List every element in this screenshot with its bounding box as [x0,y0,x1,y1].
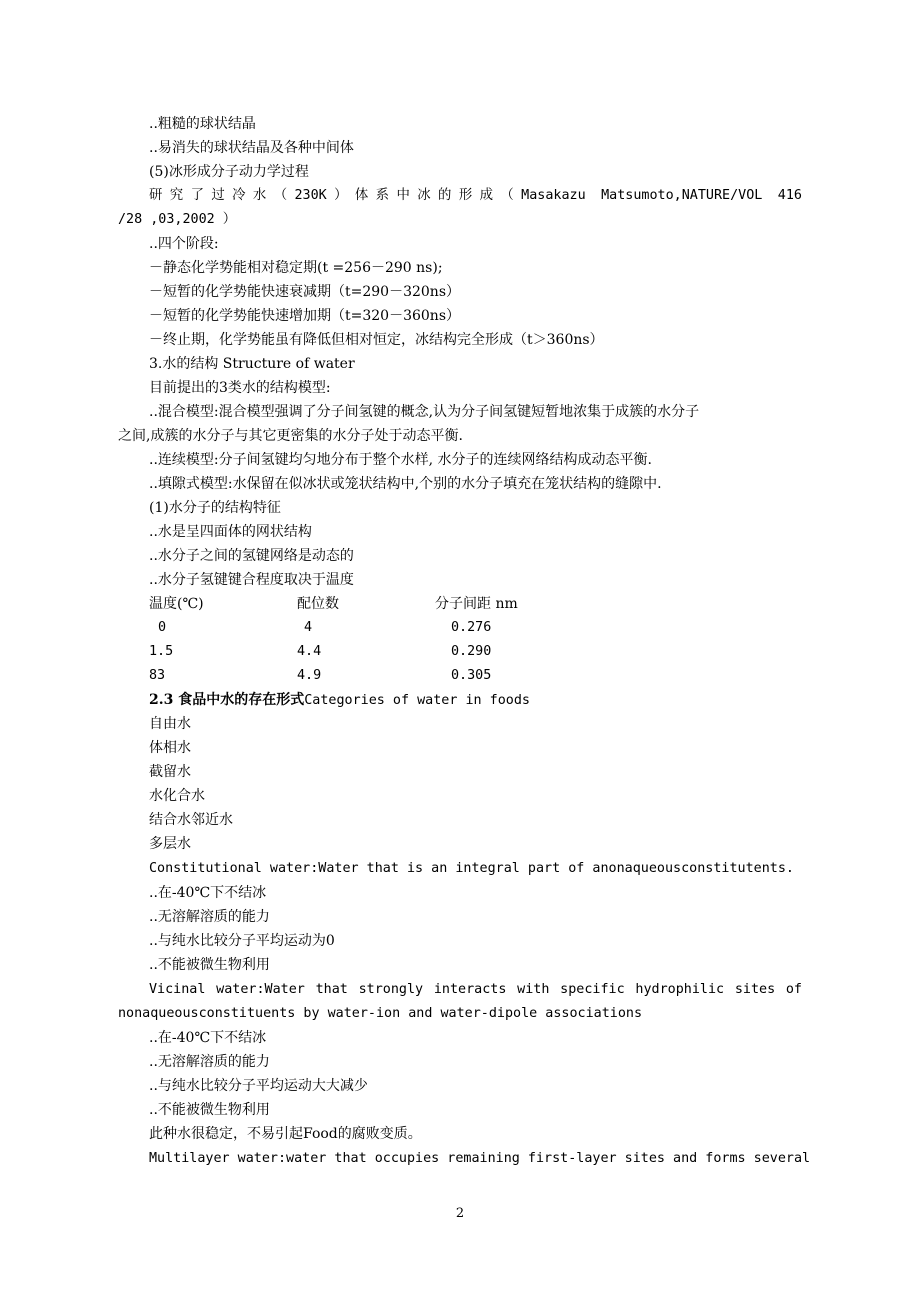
text-line: (1)水分子的结构特征 [149,500,281,516]
text-line: －短暂的化学势能快速衰减期（t=290－320ns） [149,284,460,300]
section-title: 2.3 食品中水的存在形式 [149,692,305,708]
text-line: ..连续模型:分子间氢键均匀地分布于整个水样, 水分子的连续网络结构成动态平衡. [149,452,652,468]
text-line: 多层水 [149,836,191,852]
text-line: ..无溶解溶质的能力 [149,909,270,925]
text-line: ..无溶解溶质的能力 [149,1054,270,1070]
table-cell: 1.5 [149,644,174,659]
text-line: －终止期，化学势能虽有降低但相对恒定，冰结构完全形成（t＞360ns） [149,332,604,348]
text-line: 自由水 [149,716,191,732]
text-line: ..水是呈四面体的网状结构 [149,524,312,540]
text-line: ..水分子之间的氢键网络是动态的 [149,548,354,564]
text-line: －静态化学势能相对稳定期(t =256－290 ns); [149,260,443,276]
table-cell: 83 [149,668,166,683]
text-line: 目前提出的3类水的结构模型: [149,380,331,396]
table-cell: 4.9 [297,668,322,683]
text-line: ..在-40℃下不结冰 [149,885,267,901]
table-cell: 0 [158,620,167,635]
text-line: 此种水很稳定，不易引起Food的腐败变质。 [149,1126,422,1142]
text-line: 之间,成簇的水分子与其它更密集的水分子处于动态平衡. [118,428,463,444]
text-line: ..与纯水比较分子平均运动大大减少 [149,1078,368,1094]
text-line: ..粗糙的球状结晶 [149,116,256,132]
text-line: ..四个阶段: [149,236,219,252]
text-line: (5)冰形成分子动力学过程 [149,164,309,180]
table-header: 温度(℃) [149,596,204,612]
table-cell: 0.276 [451,620,492,635]
text-line: ..与纯水比较分子平均运动为0 [149,933,335,949]
text-line: ..混合模型:混合模型强调了分子间氢键的概念,认为分子间氢键短暂地浓集于成簇的水分子 [149,404,700,420]
text-line: Vicinal water:Water that strongly interacts with specific hydrophilic sites of [149,982,802,997]
table-header: 配位数 [297,596,339,612]
section-heading-2-3 [149,688,802,712]
section-heading: 3.水的结构 Structure of water [149,356,355,372]
text-line: 水化合水 [149,788,205,804]
table-cell: 0.290 [451,644,492,659]
text-line: ..易消失的球状结晶及各种中间体 [149,140,354,156]
text-line: ..水分子氢键键合程度取决于温度 [149,572,354,588]
text-line: Constitutional water:Water that is an integral part of anonaqueousconstitutents. [149,861,794,876]
table-header: 分子间距 nm [435,596,518,612]
text-line: /28 ,03,2002 ） [118,212,237,227]
section-title-english: Categories of water in foods [304,693,530,708]
text-line: 截留水 [149,764,191,780]
table-cell: 0.305 [451,668,492,683]
text-line: ..不能被微生物利用 [149,957,270,973]
text-line: －短暂的化学势能快速增加期（t=320－360ns） [149,308,460,324]
table-cell: 4.4 [297,644,322,659]
page-number: 2 [455,1206,465,1221]
text-line: ..不能被微生物利用 [149,1102,270,1118]
text-line: 体相水 [149,740,191,756]
text-line: ..填隙式模型:水保留在似冰状或笼状结构中,个别的水分子填充在笼状结构的缝隙中. [149,476,662,492]
text-line: 结合水邻近水 [149,812,233,828]
text-line: 研究了过冷水（230K）体系中冰的形成（Masakazu Matsumoto,NATURE/VOL 416 [149,188,802,203]
table-cell: 4 [304,620,313,635]
text-line: nonaqueousconstituents by water-ion and water-dipole associations [118,1006,643,1021]
text-line: ..在-40℃下不结冰 [149,1030,267,1046]
text-line: Multilayer water:water that occupies remaining first-layer sites and forms several [149,1151,811,1166]
